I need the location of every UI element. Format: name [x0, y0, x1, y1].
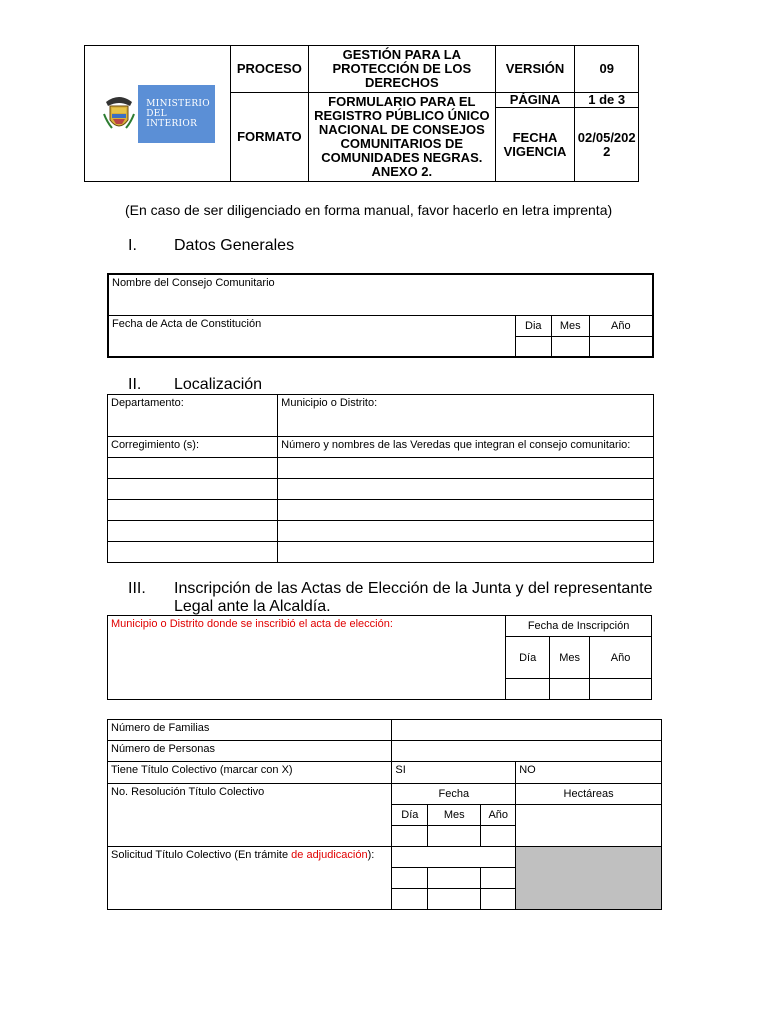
coat-of-arms-icon [100, 85, 139, 143]
section-title-line1: Inscripción de las Actas de Elección de la Junta y del representante [174, 580, 653, 597]
logo-cell [85, 46, 231, 182]
anio-header: Año [481, 805, 516, 826]
version-label: VERSIÓN [495, 46, 575, 93]
dia-input[interactable] [506, 679, 550, 700]
veredas-input[interactable] [278, 521, 654, 542]
mes-header: Mes [428, 805, 481, 826]
corregimiento-input[interactable] [108, 479, 278, 500]
fecha-inscripcion-label: Fecha de Inscripción [506, 616, 652, 637]
section-title: Localización [174, 376, 263, 393]
section-title: Datos Generales [174, 237, 295, 254]
departamento-field[interactable]: Departamento: [108, 395, 278, 437]
mes-header: Mes [550, 637, 590, 679]
formato-label: FORMATO [230, 93, 309, 182]
anio-input[interactable] [590, 679, 652, 700]
solicitud-mes-input[interactable] [428, 868, 481, 889]
titulo-colectivo-label: Tiene Título Colectivo (marcar con X) [108, 762, 392, 784]
municipio-inscripcion-field[interactable]: Municipio o Distrito donde se inscribió el acta de elección: [108, 616, 506, 700]
hectareas-input[interactable] [516, 805, 662, 847]
fecha-vigencia-value: 02/05/2022 [575, 108, 639, 182]
section-number: I. [128, 237, 137, 254]
personas-label: Número de Personas [108, 741, 392, 762]
fecha-acta-label: Fecha de Acta de Constitución [108, 315, 515, 357]
pagina-value: 1 de 3 [575, 93, 639, 108]
mes-header: Mes [551, 315, 589, 336]
dia-header: Día [506, 637, 550, 679]
veredas-input[interactable] [278, 458, 654, 479]
solicitud-mes-input[interactable] [428, 889, 481, 910]
solicitud-dia-input[interactable] [392, 868, 428, 889]
shaded-cell [516, 847, 662, 910]
personas-input[interactable] [392, 741, 662, 762]
familias-label: Número de Familias [108, 720, 392, 741]
familias-input[interactable] [392, 720, 662, 741]
corregimiento-input[interactable] [108, 521, 278, 542]
veredas-input[interactable] [278, 500, 654, 521]
localizacion-table [107, 394, 654, 563]
section-title-line2: Legal ante la Alcaldía. [174, 598, 331, 615]
solicitud-anio-input[interactable] [481, 868, 516, 889]
solicitud-dia-input[interactable] [392, 889, 428, 910]
dia-input[interactable] [392, 826, 428, 847]
fecha-vigencia-label: FECHA VIGENCIA [495, 108, 575, 182]
mes-input[interactable] [428, 826, 481, 847]
inscripcion-table [107, 615, 652, 700]
veredas-input[interactable] [278, 542, 654, 563]
veredas-input[interactable] [278, 479, 654, 500]
anio-header: Año [590, 637, 652, 679]
anio-header: Año [589, 315, 653, 336]
titulo-colectivo-table [107, 719, 662, 910]
corregimiento-input[interactable] [108, 542, 278, 563]
dia-header: Dia [515, 315, 551, 336]
veredas-label: Número y nombres de las Veredas que integran el consejo comunitario: [278, 437, 654, 458]
proceso-value: GESTIÓN PARA LA PROTECCIÓN DE LOS DERECHOS [309, 46, 495, 93]
proceso-label: PROCESO [230, 46, 309, 93]
corregimiento-input[interactable] [108, 500, 278, 521]
pagina-label: PÁGINA [495, 93, 575, 108]
instruction-note: (En caso de ser diligenciado en forma manual, favor hacerlo en letra imprenta) [125, 202, 613, 218]
no-option[interactable]: NO [516, 762, 662, 784]
hectareas-header: Hectáreas [516, 784, 662, 805]
resolucion-label: No. Resolución Título Colectivo [108, 784, 392, 847]
section-number: III. [128, 580, 146, 597]
municipio-field[interactable]: Municipio o Distrito: [278, 395, 654, 437]
formato-value: FORMULARIO PARA EL REGISTRO PÚBLICO ÚNICO NACIONAL DE CONSEJOS COMUNITARIOS DE COMUNIDADES NEGRAS. ANEXO 2. [309, 93, 495, 182]
section-1-heading [128, 237, 294, 255]
nombre-consejo-field[interactable]: Nombre del Consejo Comunitario [108, 274, 653, 315]
fecha-header: Fecha [392, 784, 516, 805]
dia-input[interactable] [515, 336, 551, 357]
solicitud-input[interactable] [392, 847, 516, 868]
section-number: II. [128, 376, 142, 393]
si-option[interactable]: SI [392, 762, 516, 784]
anio-input[interactable] [481, 826, 516, 847]
section-2-heading [128, 376, 262, 394]
anio-input[interactable] [589, 336, 653, 357]
datos-generales-table [107, 273, 654, 358]
mes-input[interactable] [550, 679, 590, 700]
dia-header: Día [392, 805, 428, 826]
section-3-heading [128, 580, 653, 616]
corregimiento-label: Corregimiento (s): [108, 437, 278, 458]
ministerio-logo [100, 85, 215, 143]
version-value: 09 [575, 46, 639, 93]
document-header [84, 45, 639, 182]
solicitud-anio-input[interactable] [481, 889, 516, 910]
mes-input[interactable] [551, 336, 589, 357]
solicitud-titulo-label: Solicitud Título Colectivo (En trámite de adjudicación): [108, 847, 392, 910]
corregimiento-input[interactable] [108, 458, 278, 479]
logo-text: MINISTERIO DEL INTERIOR [146, 98, 210, 129]
